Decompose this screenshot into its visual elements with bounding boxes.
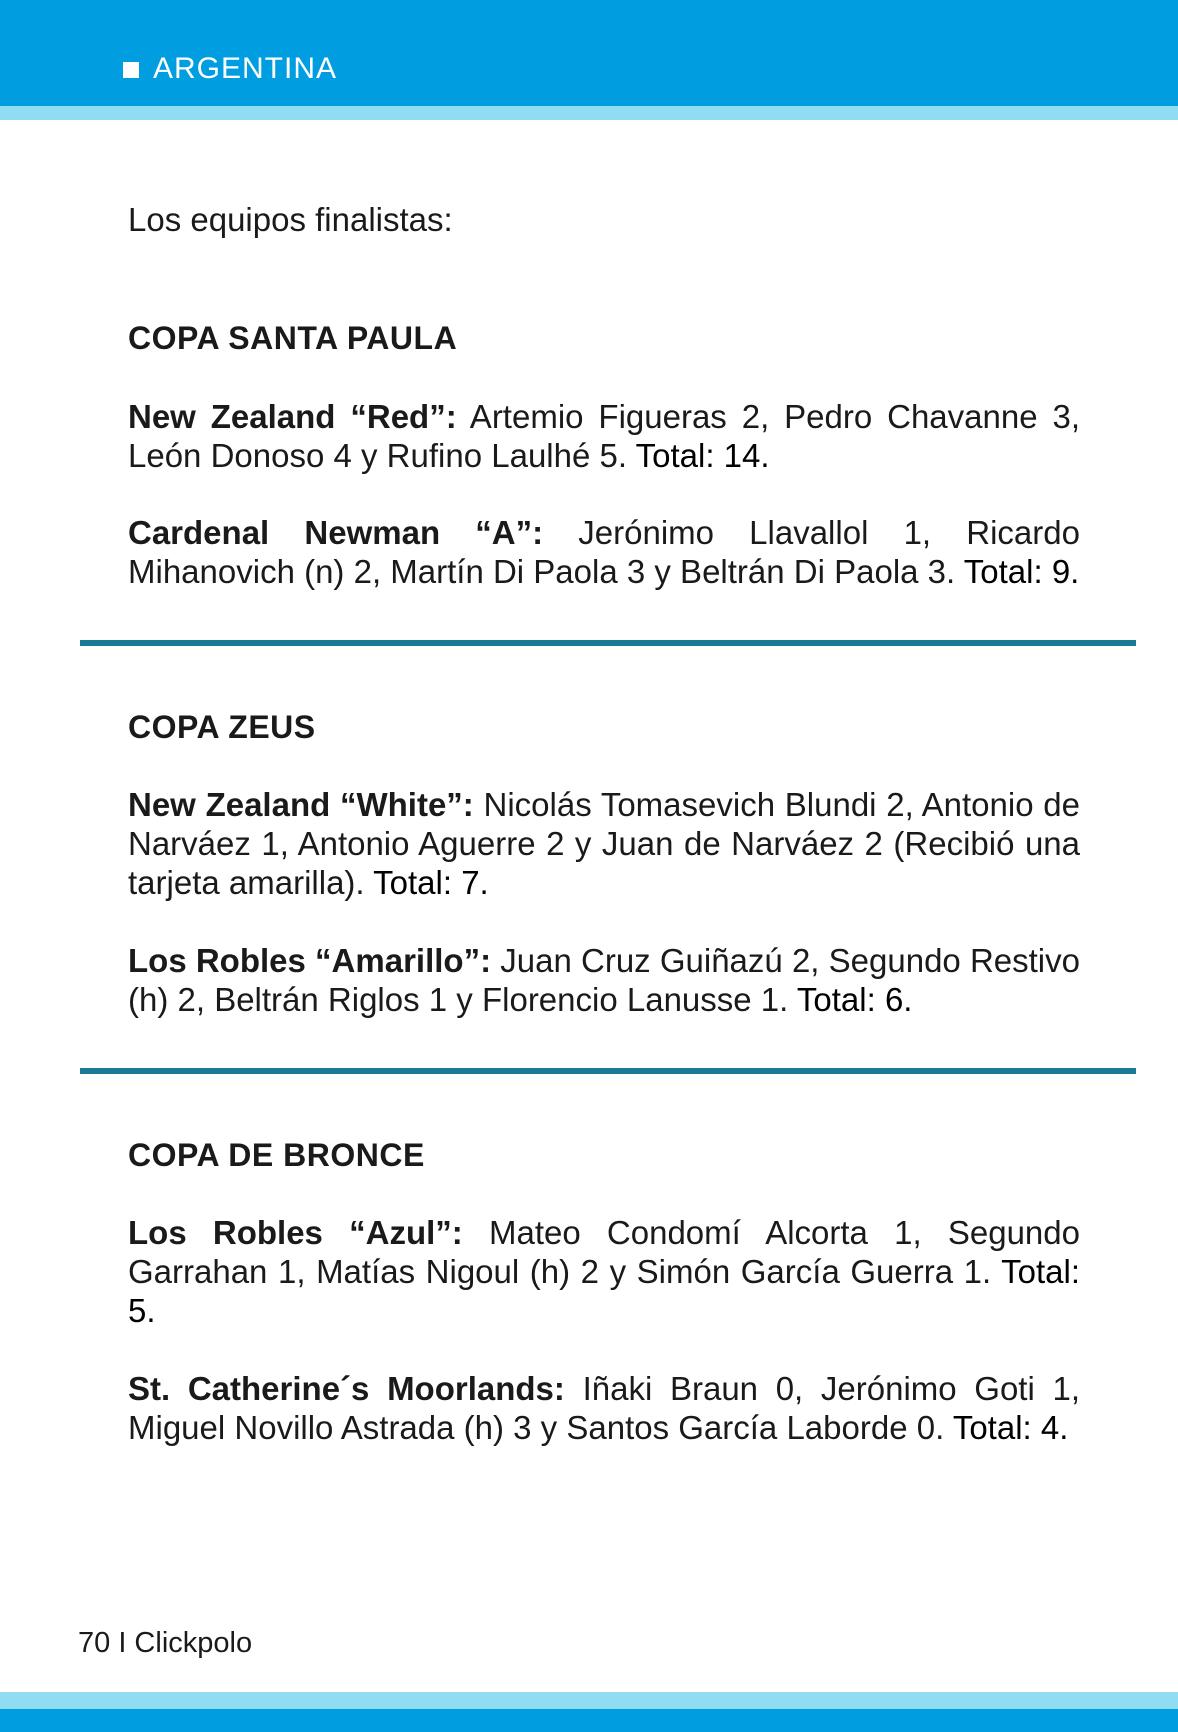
team-name: St. Catherine´s Moorlands: [128,1370,565,1407]
team-players: Mateo Condomí Alcorta 1, Segundo Garrahan 1, Matías Nigoul (h) 2 y Simón García Guerra 1. [128,1214,1080,1290]
team-name: New Zealand “Red”: [128,398,457,435]
team-total: Total: 5. [128,1253,1080,1329]
section-title-copa-de-bronce: COPA DE BRONCE [128,1137,425,1173]
team-entry [128,1369,1080,1447]
team-entry [128,397,1080,475]
footer-stripe [0,1692,1178,1709]
team-total: Total: 7. [373,864,489,901]
footer-bar [0,1709,1178,1732]
team-name: Cardenal Newman “A”: [128,514,544,551]
team-entry [128,785,1080,902]
team-total: Total: 4. [952,1409,1069,1446]
section-divider [80,1068,1136,1074]
square-bullet-icon [123,62,139,78]
header-stripe [0,106,1178,120]
team-players: Juan Cruz Guiñazú 2, Segundo Restivo (h) 2, Beltrán Riglos 1 y Florencio Lanusse 1. [128,942,1080,1018]
intro-text: Los equipos finalistas: [128,201,453,238]
team-players: Jerónimo Llavallol 1, Ricardo Mihanovich (n) 2, Martín Di Paola 3 y Beltrán Di Paola 3. [128,514,1080,590]
team-total: Total: 9. [963,553,1080,590]
team-total: Total: 6. [796,981,913,1018]
team-players: Artemio Figueras 2, Pedro Chavanne 3, León Donoso 4 y Rufino Laulhé 5. [128,398,1080,474]
team-name: New Zealand “White”: [128,786,474,823]
team-entry [128,1213,1080,1330]
team-players: Iñaki Braun 0, Jerónimo Goti 1, Miguel Novillo Astrada (h) 3 y Santos García Laborde 0. [128,1370,1081,1446]
team-total: Total: 14. [635,437,770,474]
team-entry [128,941,1080,1019]
page-footer-label: 70 I Clickpolo [78,1627,253,1659]
section-title-copa-zeus: COPA ZEUS [128,709,316,745]
team-players: Nicolás Tomasevich Blundi 2, Antonio de Narváez 1, Antonio Aguerre 2 y Juan de Narváez 2 (Recibió una tarjeta amarilla). [128,786,1080,901]
team-entry [128,513,1080,591]
team-name: Los Robles “Azul”: [128,1214,463,1251]
team-name: Los Robles “Amarillo”: [128,942,492,979]
section-divider [80,640,1136,646]
header-title: ARGENTINA [153,52,338,85]
section-title-copa-santa-paula: COPA SANTA PAULA [128,320,458,356]
